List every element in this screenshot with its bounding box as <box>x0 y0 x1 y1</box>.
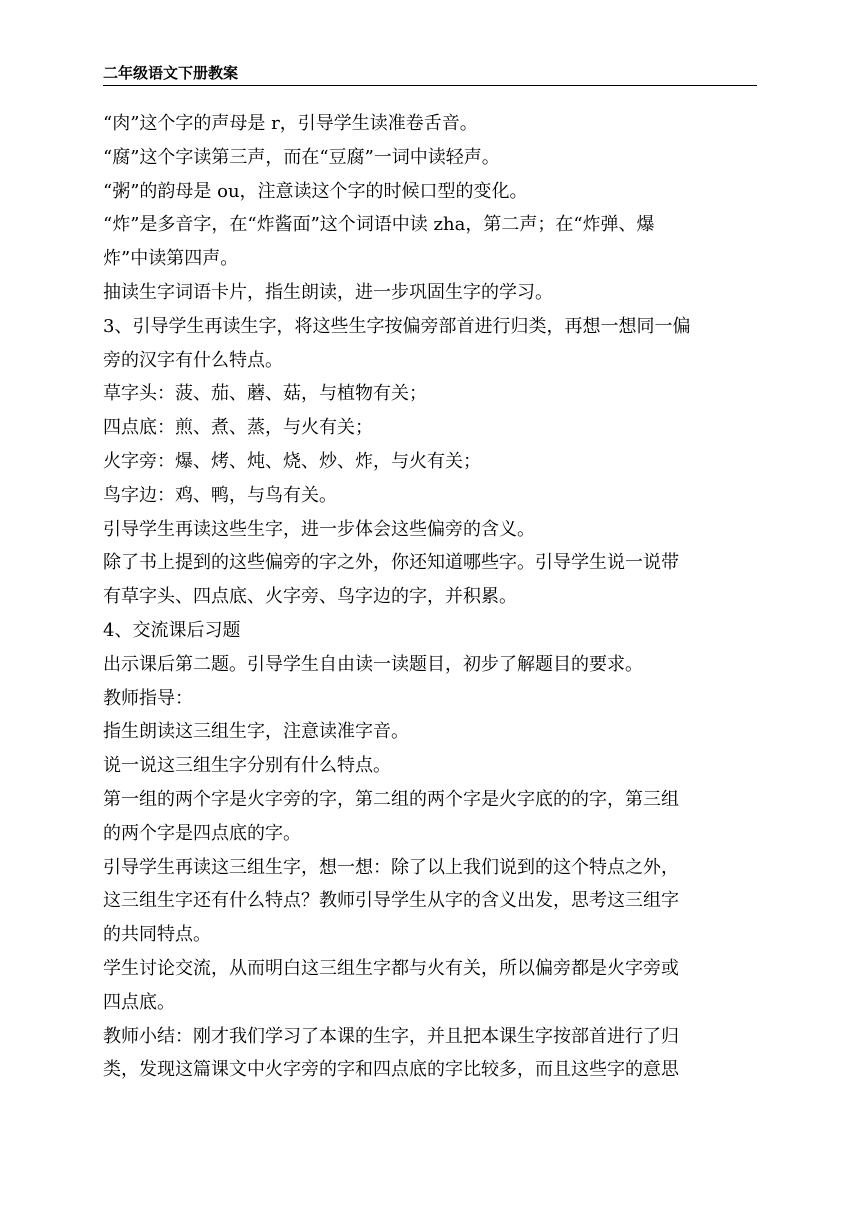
text-line: “炸”是多音字，在“炸酱面”这个词语中读 zha，第二声；在“炸弹、爆 <box>103 214 655 236</box>
text-line: 的共同特点。 <box>103 924 211 946</box>
text-line: “肉”这个字的声母是 r，引导学生读准卷舌音。 <box>103 113 478 134</box>
text-line: “腐”这个字读第三声，而在“豆腐”一词中读轻声。 <box>103 146 500 168</box>
text-line: 四点底：煎、煮、蒸，与火有关； <box>103 417 373 439</box>
text-line: 说一说这三组生字分别有什么特点。 <box>103 755 391 777</box>
text-line: 类，发现这篇课文中火字旁的字和四点底的字比较多，而且这些字的意思 <box>103 1059 679 1081</box>
text-line: 有草字头、四点底、火字旁、鸟字边的字，并积累。 <box>103 586 517 608</box>
text-line: 旁的汉字有什么特点。 <box>103 349 283 371</box>
text-line: 引导学生再读这些生字，进一步体会这些偏旁的含义。 <box>103 518 535 540</box>
text-line: 学生讨论交流，从而明白这三组生字都与火有关，所以偏旁都是火字旁或 <box>103 957 679 979</box>
text-line: 4、交流课后习题 <box>103 619 241 641</box>
text-line: 教师指导： <box>103 687 193 709</box>
header-title: 二年级语文下册教案 <box>103 64 239 82</box>
text-line: 炸”中读第四声。 <box>103 248 239 270</box>
text-line: 这三组生字还有什么特点？教师引导学生从字的含义出发，思考这三组字 <box>103 890 679 912</box>
text-line: 教师小结：刚才我们学习了本课的生字，并且把本课生字按部首进行了归 <box>103 1025 679 1047</box>
text-line: 抽读生字词语卡片，指生朗读，进一步巩固生字的学习。 <box>103 281 553 303</box>
text-line: 鸟字边：鸡、鸭，与鸟有关。 <box>103 484 337 506</box>
text-line: 四点底。 <box>103 991 175 1013</box>
body-text <box>103 107 757 1087</box>
text-line: 火字旁：爆、烤、炖、烧、炒、炸，与火有关； <box>103 450 481 472</box>
text-line: 第一组的两个字是火字旁的字，第二组的两个字是火字底的的字，第三组 <box>103 788 679 810</box>
text-line: 引导学生再读这三组生字，想一想：除了以上我们说到的这个特点之外， <box>103 856 679 878</box>
text-line: 3、引导学生再读生字，将这些生字按偏旁部首进行归类，再想一想同一偏 <box>103 315 691 337</box>
text-line: 出示课后第二题。引导学生自由读一读题目，初步了解题目的要求。 <box>103 653 643 675</box>
text-line: 草字头：菠、茄、蘑、菇，与植物有关； <box>103 383 427 405</box>
text-line: 除了书上提到的这些偏旁的字之外，你还知道哪些字。引导学生说一说带 <box>103 552 679 574</box>
page-header <box>103 58 757 86</box>
text-line: 的两个字是四点底的字。 <box>103 822 301 844</box>
text-line: 指生朗读这三组生字，注意读准字音。 <box>103 721 409 743</box>
text-line: “粥”的韵母是 ou，注意读这个字的时候口型的变化。 <box>103 180 528 202</box>
